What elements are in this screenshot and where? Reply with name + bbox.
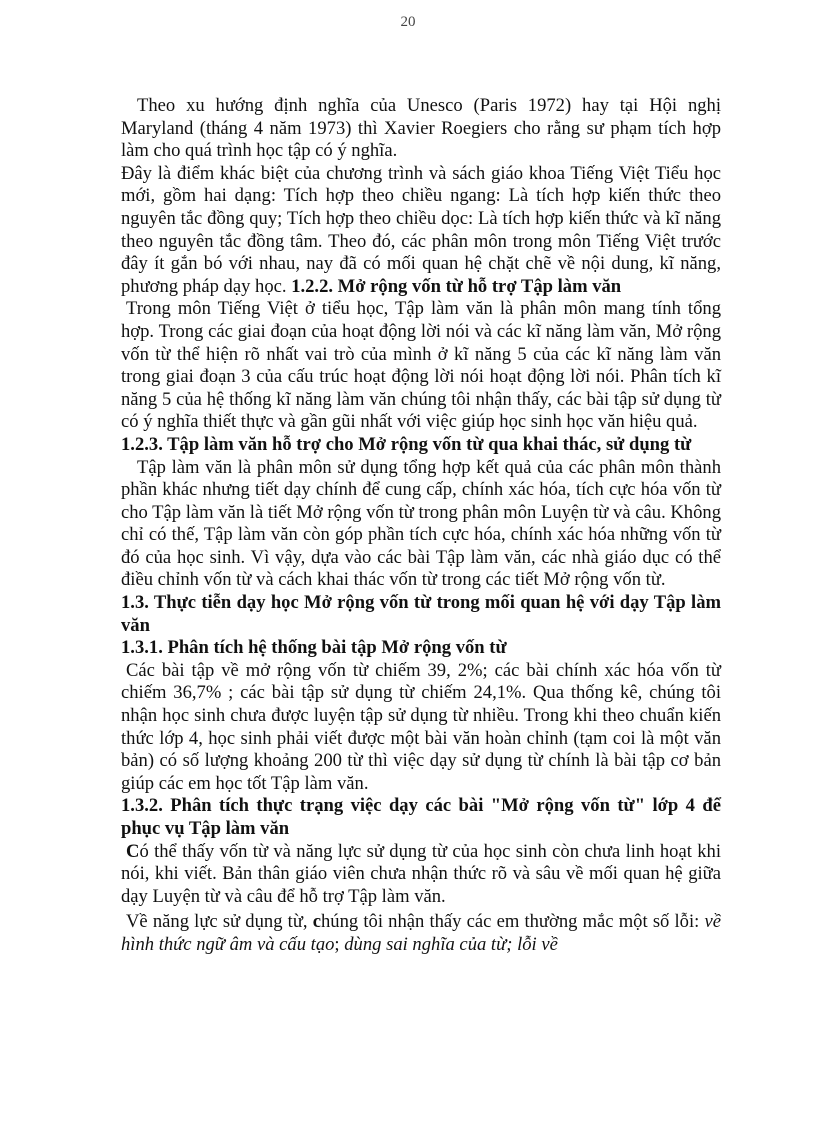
error-type-phonetic: về hình thức ngữ âm và cấu tạo — [121, 911, 721, 955]
paragraph-errors-lead: Về năng lực sử dụng từ, — [126, 911, 313, 933]
paragraph-writing-support: Tập làm văn là phân môn sử dụng tổng hợp kết quả của các phân môn thành phần khác nhưng tiết dạy chính để cung cấp, chính xác hóa, tích cực hóa vốn từ cho Tập làm văn là tiết Mở rộng vốn từ trong phân môn Luyện từ và câu. Không chỉ có thế, Tập làm văn còn góp phần tích cực hóa, chính xác hóa những vốn từ đó của học sinh. Vì vậy, dựa vào các bài Tập làm văn, các nhà giáo dục có thể điều chỉnh vốn từ và cách khai thác vốn từ trong các tiết Mở rộng vốn từ. — [121, 456, 721, 591]
heading-1-3: 1.3. Thực tiễn dạy học Mở rộng vốn từ trong mối quan hệ với dạy Tập làm văn — [121, 592, 721, 636]
paragraph-unesco: Theo xu hướng định nghĩa của Unesco (Paris 1972) hay tại Hội nghị Maryland (tháng 4 năm 1973) thì Xavier Roegiers cho rằng sư phạm tích hợp làm cho quá trình học tập có ý nghĩa. — [121, 95, 721, 162]
page-content — [121, 95, 721, 957]
heading-1-2-3: 1.2.3. Tập làm văn hỗ trợ cho Mở rộng vốn từ qua khai thác, sử dụng từ — [121, 433, 692, 455]
error-type-meaning: dùng sai nghĩa của từ; lỗi về — [344, 933, 558, 955]
paragraph-current-state — [121, 841, 721, 909]
heading-1-2-2: 1.2.2. Mở rộng vốn từ hỗ trợ Tập làm văn — [291, 275, 622, 297]
bold-letter-c: c — [312, 911, 321, 933]
paragraph-exercise-stats: Các bài tập về mở rộng vốn từ chiếm 39, 2%; các bài chính xác hóa vốn từ chiếm 36,7% ; các bài tập sử dụng từ chiếm 24,1%. Qua thống kê, chúng tôi nhận học sinh chưa được luyện tập sử dụng từ nhiều. Trong khi theo chuẩn kiến thức lớp 4, học sinh phải viết được một bài văn hoàn chỉnh (tạm coi là một văn bản) có số lượng khoảng 200 từ thì việc dạy sử dụng từ chính là bài tập cơ bản giúp các em học tốt Tập làm văn. — [121, 659, 721, 794]
separator: ; — [334, 933, 345, 955]
paragraph-integration — [121, 163, 721, 299]
heading-1-3-2: 1.3.2. Phân tích thực trạng việc dạy các bài "Mở rộng vốn từ" lớp 4 để phục vụ Tập làm văn — [121, 795, 721, 839]
heading-1-3-1: 1.3.1. Phân tích hệ thống bài tập Mở rộng vốn từ — [121, 637, 507, 659]
paragraph-errors — [121, 911, 721, 956]
page-number: 20 — [400, 14, 416, 30]
paragraph-vocab-support: Trong môn Tiếng Việt ở tiểu học, Tập làm văn là phân môn mang tính tổng hợp. Trong các giai đoạn của hoạt động lời nói và các kĩ năng làm văn, Mở rộng vốn từ thể hiện rõ nhất vai trò của mình ở kĩ năng 5 của các kĩ năng làm văn trong giai đoạn 3 của cấu trúc hoạt động lời nói hoạt động lời nói. Phân tích kĩ năng 5 của hệ thống kĩ năng làm văn chúng tôi nhận thấy, các bài tập sử dụng từ có ý nghĩa thiết thực và gần gũi nhất với việc giúp học sinh học văn hiệu quả. — [121, 298, 721, 433]
drop-letter-c: C — [126, 840, 140, 862]
paragraph-integration-text: Đây là điểm khác biệt của chương trình và sách giáo khoa Tiếng Việt Tiểu học mới, gồm hai dạng: Tích hợp theo chiều ngang: Là tích hợp kiến thức theo nguyên tắc đồng quy; Tích hợp theo chiều dọc: Là tích hợp kiến thức và kĩ năng theo nguyên tắc đồng tâm. Theo đó, các phân môn trong môn Tiếng Việt trước đây ít gắn bó với nhau, nay đã có mối quan hệ chặt chẽ về nội dung, kĩ năng, phương pháp dạy học. — [121, 162, 721, 297]
paragraph-current-state-text: ó thể thấy vốn từ và năng lực sử dụng từ của học sinh còn chưa linh hoạt khi nói, khi viết. Bản thân giáo viên chưa nhận thức rõ và sâu về mối quan hệ giữa dạy Luyện từ và câu để hỗ trợ Tập làm văn. — [121, 840, 721, 907]
paragraph-errors-body: húng tôi nhận thấy các em thường mắc một số lỗi: — [321, 911, 705, 933]
